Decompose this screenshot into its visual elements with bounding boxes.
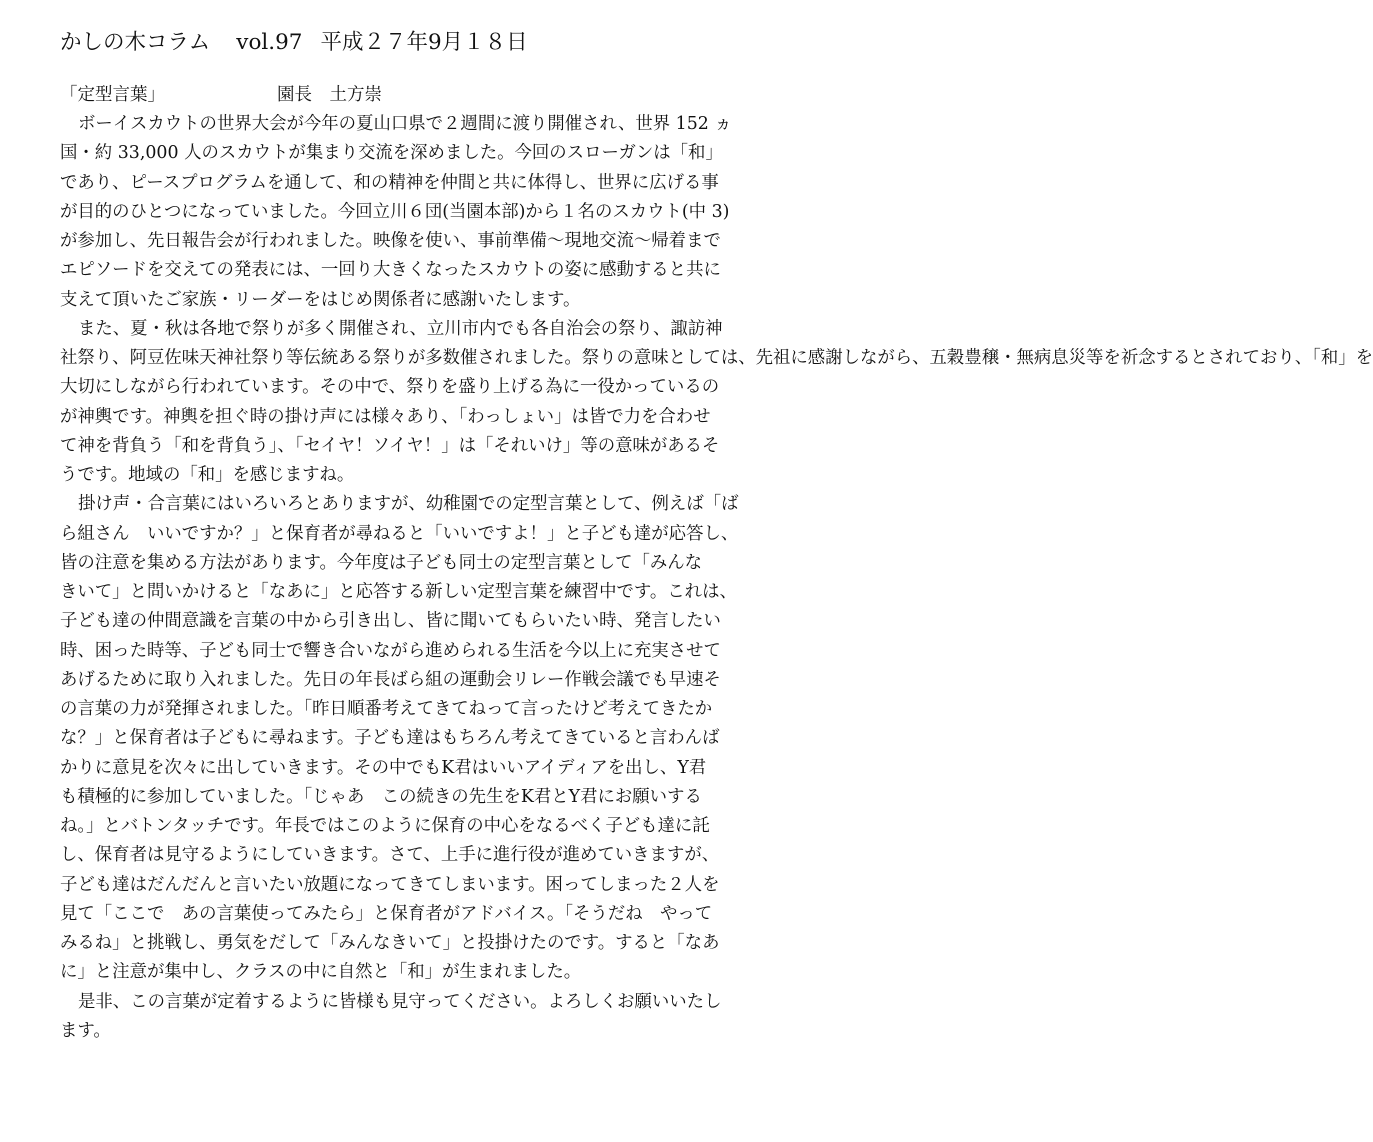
body-line: ボーイスカウトの世界大会が今年の夏山口県で２週間に渡り開催され、世界 152 ヵ xyxy=(78,114,732,134)
body-line: 社祭り、阿豆佐味天神社祭り等伝統ある祭りが多数催されました。祭りの意味としては、先祖に感謝しながら、五穀豊穣・無病息災等を祈念するとされており、「和」を xyxy=(60,348,1373,368)
body-line: 掛け声・合言葉にはいろいろとありますが、幼稚園での定型言葉として、例えば「ば xyxy=(78,494,739,515)
body-line: みるね」と挑戦し、勇気をだして「みんなきいて」と投掛けたのです。すると「なあ xyxy=(60,933,720,953)
publish-date: 平成２７年9月１８日 xyxy=(320,30,528,55)
article-body xyxy=(60,110,1373,1046)
body-line: また、夏・秋は各地で祭りが多く開催され、立川市内でも各自治会の祭り、諏訪神 xyxy=(78,318,723,339)
body-line: が目的のひとつになっていました。今回立川６団(当園本部)から１名のスカウト(中 3) xyxy=(60,201,730,222)
body-line: あげるために取り入れました。先日の年長ばら組の運動会リレー作戦会議でも早速そ xyxy=(60,669,721,690)
body-line: が参加し、先日報告会が行われました。映像を使い、事前準備～現地交流～帰着まで xyxy=(60,231,721,251)
body-line: 国・約 33,000 人のスカウトが集まり交流を深めました。今回のスローガンは「和」 xyxy=(60,143,723,164)
body-line: 見て「ここで あの言葉使ってみたら」と保育者がアドバイス。「そうだね やって xyxy=(60,903,713,924)
column-page xyxy=(60,28,1373,1046)
body-line: な？」と保育者は子どもに尋ねます。子ども達はもちろん考えてきていると言わんば xyxy=(60,728,720,749)
body-line: も積極的に参加していました。「じゃあ この続きの先生をK君とY君にお願いする xyxy=(60,786,702,807)
body-line: ます。 xyxy=(60,1020,111,1041)
article-title: 「定型言葉」 xyxy=(60,85,165,105)
body-line: 支えて頂いたご家族・リーダーをはじめ関係者に感謝いたします。 xyxy=(60,289,581,310)
body-line: て神を背負う「和を背負う」、「セイヤ！ソイヤ！」は「それいけ」等の意味があるそ xyxy=(60,435,720,456)
body-line: が神輿です。神輿を担ぐ時の掛け声には様々あり、「わっしょい」は皆で力を合わせ xyxy=(60,406,711,427)
column-name: かしの木コラム xyxy=(60,30,211,55)
body-line: 皆の注意を集める方法があります。今年度は子ども同士の定型言葉として「みんな xyxy=(60,552,703,573)
body-line: 時、困った時等、子ども同士で響き合いながら進められる生活を今以上に充実させて xyxy=(60,640,721,661)
body-line: かりに意見を次々に出していきます。その中でもK君はいいアイディアを出し、Y君 xyxy=(60,757,707,778)
body-line: 是非、この言葉が定着するように皆様も見守ってください。よろしくお願いいたし xyxy=(78,991,722,1012)
body-line: 子ども達はだんだんと言いたい放題になってきてしまいます。困ってしまった２人を xyxy=(60,874,720,895)
body-line: 大切にしながら行われています。その中で、祭りを盛り上げる為に一役かっているの xyxy=(60,377,720,398)
body-line: であり、ピースプログラムを通して、和の精神を仲間と共に体得し、世界に広げる事 xyxy=(60,172,719,193)
body-line: 子ども達の仲間意識を言葉の中から引き出し、皆に聞いてもらいたい時、発言したい xyxy=(60,611,721,632)
article-meta xyxy=(60,81,760,109)
body-line: ね。」とバトンタッチです。年長ではこのように保育の中心をなるべく子ども達に託 xyxy=(60,816,710,836)
article-author: 園長 土方崇 xyxy=(277,85,382,105)
volume-number: vol.97 xyxy=(236,30,303,55)
body-line: きいて」と問いかけると「なあに」と応答する新しい定型言葉を練習中です。これは、 xyxy=(60,582,737,602)
body-line: ら組さん いいですか？」と保育者が尋ねると「いいですよ！」と子ども達が応答し、 xyxy=(60,523,739,544)
body-line: エピソードを交えての発表には、一回り大きくなったスカウトの姿に感動すると共に xyxy=(60,260,721,281)
column-header xyxy=(60,28,760,58)
body-line: に」と注意が集中し、クラスの中に自然と「和」が生まれました。 xyxy=(60,962,582,983)
body-line: し、保育者は見守るようにしていきます。さて、上手に進行役が進めていきますが、 xyxy=(60,845,720,866)
body-line: うです。地域の「和」を感じますね。 xyxy=(60,465,355,485)
body-line: の言葉の力が発揮されました。「昨日順番考えてきてねって言ったけど考えてきたか xyxy=(60,699,713,719)
